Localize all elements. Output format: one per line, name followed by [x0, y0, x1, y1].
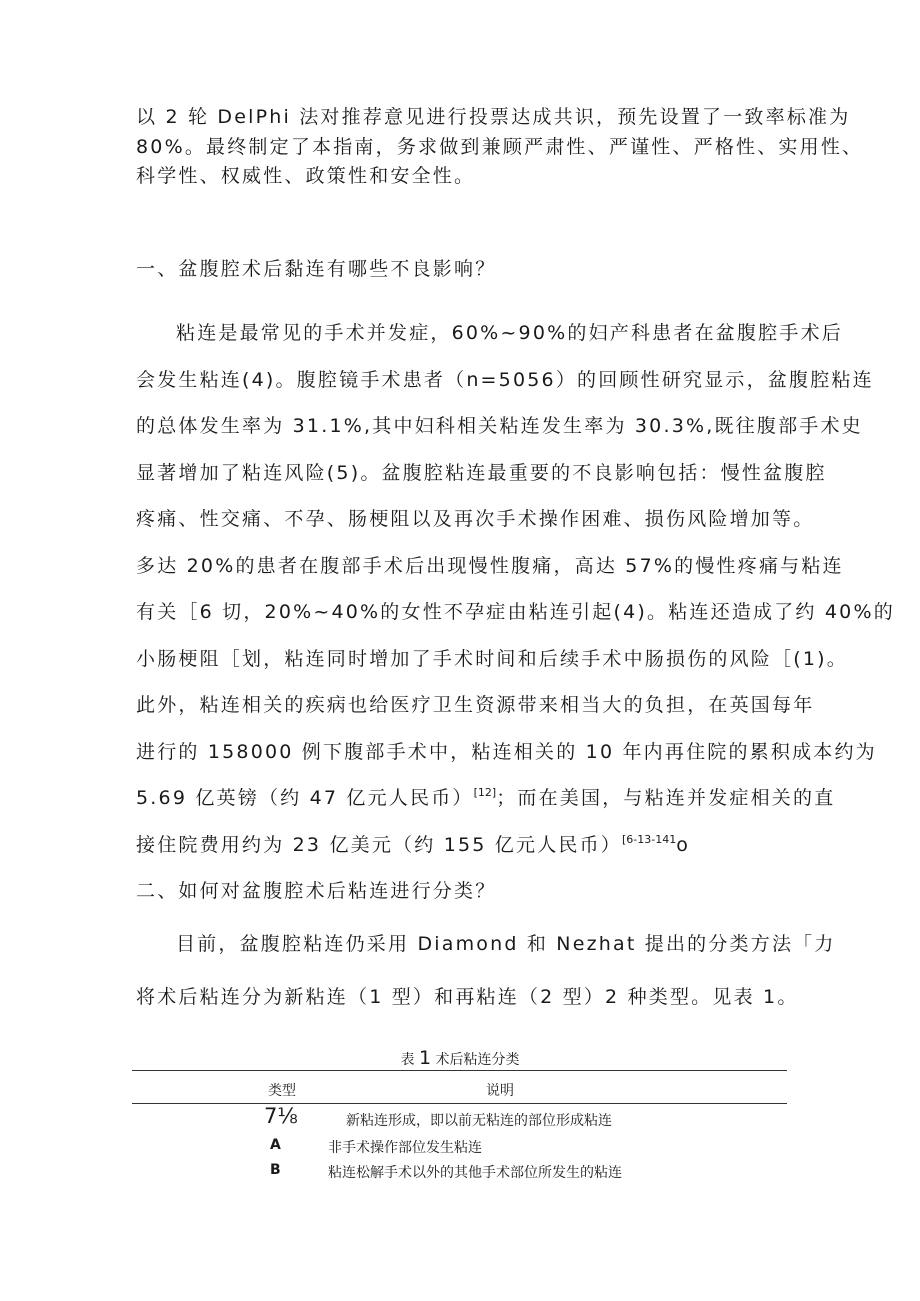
paragraph-line: 目前，盆腹腔粘连仍采用 Diamond 和 Nezhat 提出的分类方法「力	[176, 933, 836, 955]
type-cell: A	[270, 1137, 281, 1153]
caption-title: 术后粘连分类	[435, 1052, 520, 1068]
desc-cell: 新粘连形成，即以前无粘连的部位形成粘连	[346, 1113, 612, 1129]
desc-cell: 粘连松解手术以外的其他手术部位所发生的粘连	[328, 1165, 622, 1181]
paragraph-line: 多达 20%的患者在腹部手术后出现慢性腹痛，高达 57%的慢性疼痛与粘连	[136, 555, 844, 577]
line-text: 5.69 亿英镑（约 47 亿元人民币）	[136, 787, 474, 809]
paragraph-line: 将术后粘连分为新粘连（1 型）和再粘连（2 型）2 种类型。见表 1。	[136, 986, 799, 1008]
type-cell: 7⅛	[264, 1104, 298, 1128]
table-header-type: 类型	[268, 1083, 296, 1099]
table-top-rule	[132, 1070, 787, 1071]
paragraph-line: 有关［6 切，20%~40%的女性不孕症由粘连引起(4)。粘连还造成了约 40%的	[136, 601, 895, 623]
intro-line: 80%。最终制定了本指南，务求做到兼顾严肃性、严谨性、严格性、实用性、	[136, 136, 864, 158]
caption-number: 1	[418, 1047, 432, 1069]
line-text: ；而在美国，与粘连并发症相关的直	[496, 787, 836, 809]
paragraph-line	[136, 783, 835, 810]
table-caption	[0, 1047, 920, 1069]
paragraph-line: 会发生粘连(4)。腹腔镜手术患者（n=5056）的回顾性研究显示，盆腹腔粘连	[136, 369, 874, 391]
citation: [6-13-141	[622, 833, 677, 846]
section-2-heading: 二、如何对盆腹腔术后粘连进行分类？	[136, 880, 497, 902]
desc-cell: 非手术操作部位发生粘连	[328, 1140, 482, 1156]
paragraph-line: 小肠梗阻［划，粘连同时增加了手术时间和后续手术中肠损伤的风险［(1)。	[136, 648, 848, 670]
line-text: 接住院费用约为 23 亿美元（约 155 亿元人民币）	[136, 834, 623, 856]
paragraph-line: 显著增加了粘连风险(5)。盆腹腔粘连最重要的不良影响包括：慢性盆腹腔	[136, 462, 827, 484]
paragraph-line: 进行的 158000 例下腹部手术中，粘连相关的 10 年内再住院的累积成本约为	[136, 741, 877, 763]
paragraph-line: 的总体发生率为 31.1%,其中妇科相关粘连发生率为 30.3%,既往腹部手术史	[136, 415, 863, 437]
paragraph-line: 此外，粘连相关的疾病也给医疗卫生资源带来相当大的负担，在英国每年	[136, 694, 815, 716]
line-text: o	[676, 834, 691, 856]
type-cell: B	[270, 1162, 281, 1178]
table-header-desc: 说明	[486, 1083, 514, 1099]
intro-line: 科学性、权威性、政策性和安全性。	[136, 165, 476, 187]
caption-prefix: 表	[400, 1052, 415, 1068]
paragraph-line: 粘连是最常见的手术并发症，60%~90%的妇产科患者在盆腹腔手术后	[176, 322, 843, 344]
intro-line: 以 2 轮 DelPhi 法对推荐意见进行投票达成共识，预先设置了一致率标准为	[136, 106, 851, 128]
table-header-rule	[132, 1103, 787, 1104]
paragraph-line: 疼痛、性交痛、不孕、肠梗阻以及再次手术操作困难、损伤风险增加等。	[136, 508, 815, 530]
paragraph-line	[136, 830, 690, 857]
citation: [12]	[473, 786, 497, 799]
section-1-heading: 一、盆腹腔术后黏连有哪些不良影响？	[136, 258, 497, 280]
